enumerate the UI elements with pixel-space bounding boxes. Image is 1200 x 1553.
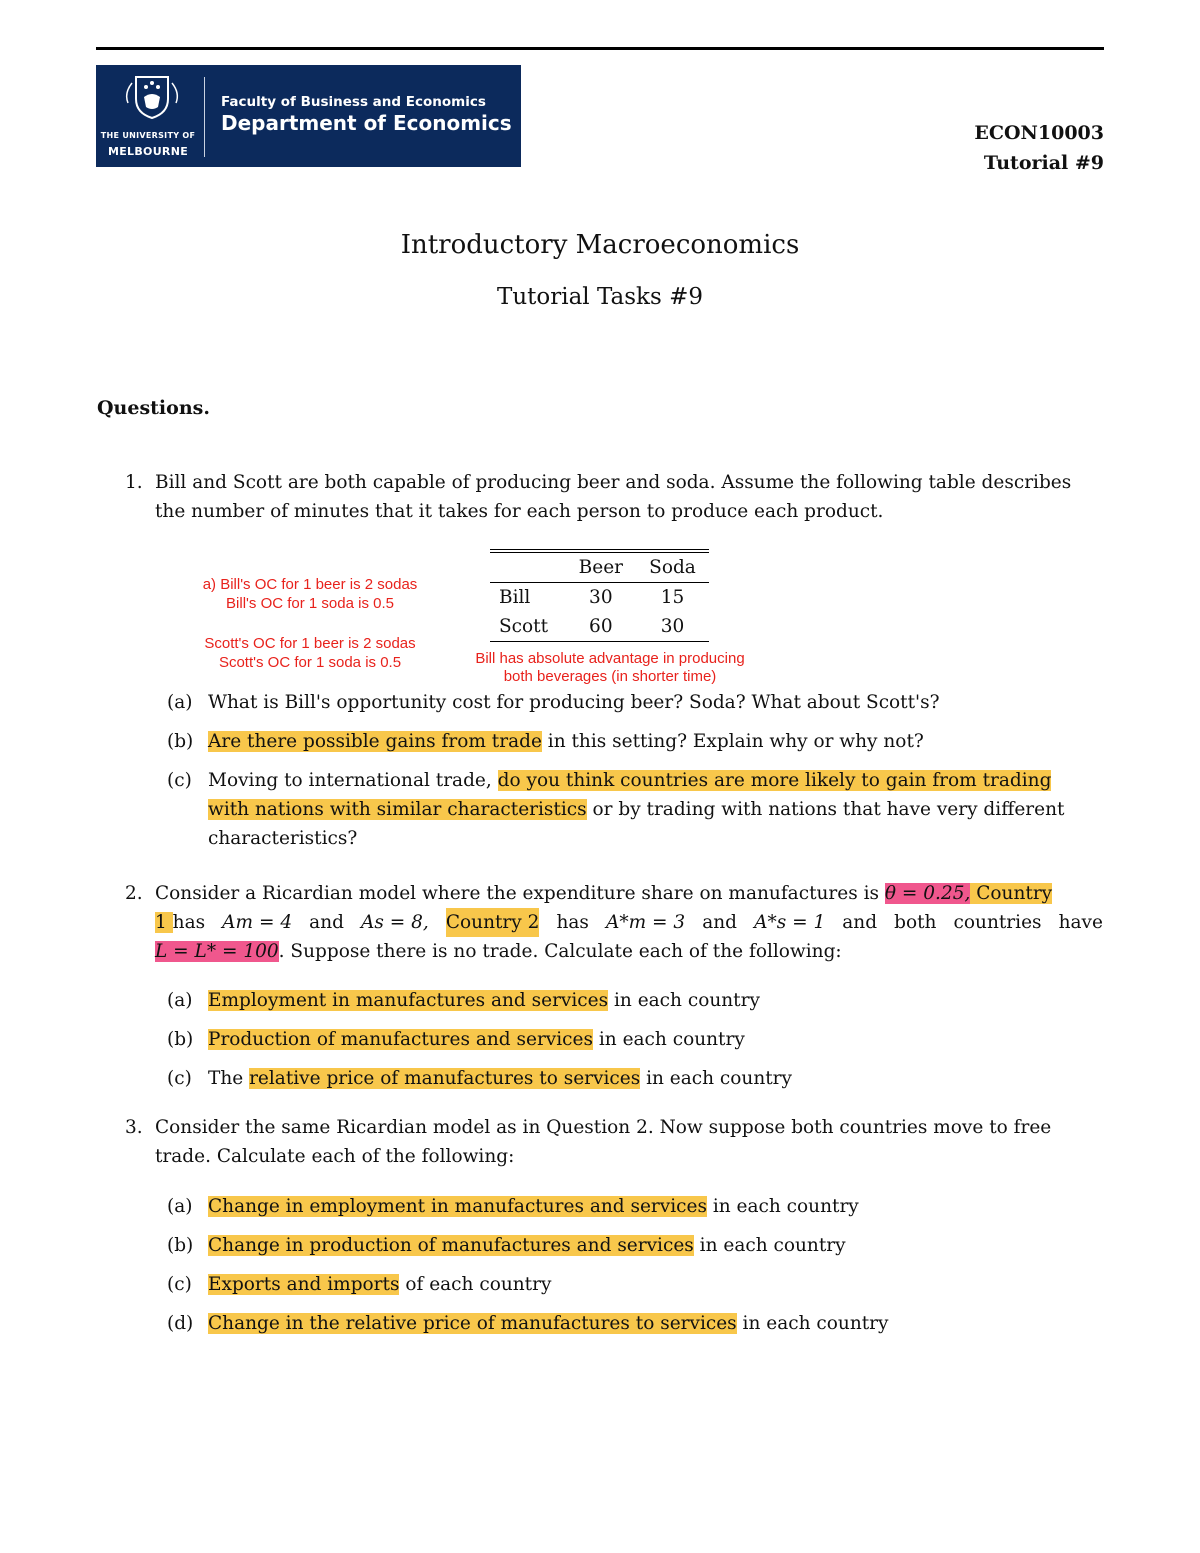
highlight: Change in the relative price of manufactures to services [208,1313,737,1334]
text-span: of each country [399,1274,552,1295]
q1a-label: (a) [167,692,193,713]
text-span: Moving to international trade, [208,770,498,791]
q1c-line3: characteristics? [208,828,358,849]
q2a-text [208,986,760,1015]
highlight: relative price of manufactures to services [249,1068,641,1089]
text-span: has [556,912,589,933]
q3c-text [208,1270,551,1299]
highlight: do you think countries are more likely to gain from trading [497,770,1052,791]
table-header-row [490,553,709,583]
highlight: Production of manufactures and services [208,1029,593,1050]
course-info [974,118,1104,178]
math-expression: A*m = 3 [605,912,686,933]
q2-line3 [155,937,842,966]
theta-value: θ = 0.25, [884,883,971,904]
q1c-line1 [208,766,1051,795]
annotation-line: Bill has absolute advantage in producing [475,650,745,667]
q3b-text [208,1231,846,1260]
table-cell: 60 [589,616,613,637]
text-span: and [309,912,344,933]
table-cell: Scott [499,616,549,637]
q2-line1 [155,879,1052,908]
text-span: in each country [592,1029,745,1050]
table-header-cell: Soda [649,557,696,578]
q3a-label: (a) [167,1196,193,1217]
q3-line2: trade. Calculate each of the following: [155,1146,515,1167]
table-row [490,583,709,613]
table-cell: Bill [499,587,531,608]
text-span: in each country [706,1196,859,1217]
table-cell: 15 [660,587,685,608]
annotation-scott-oc [160,634,460,672]
highlight: Country [970,883,1053,904]
q2b-label: (b) [167,1029,194,1050]
highlight: Change in employment in manufactures and services [208,1196,707,1217]
q2-number: 2. [125,883,143,904]
university-name-line1: THE UNIVERSITY OF [100,131,196,140]
annotation-bill-oc [160,575,460,613]
page-title: Introductory Macroeconomics [400,230,800,260]
labor-value: L = L* = 100 [155,941,279,962]
q2-line2 [155,908,1103,937]
highlight: Are there possible gains from trade [208,731,542,752]
questions-heading: Questions. [97,397,210,419]
q3b-label: (b) [167,1235,194,1256]
table-header-cell: Beer [578,557,623,578]
text-span: in this setting? Explain why or why not? [541,731,924,752]
q1a-text: What is Bill's opportunity cost for producing beer? Soda? What about Scott's? [208,692,940,713]
highlight: Country 2 [446,908,540,937]
annotation-line: Scott's OC for 1 beer is 2 sodas [204,635,416,652]
q1-line2: the number of minutes that it takes for each person to produce each product. [155,501,884,522]
q1-line1: Bill and Scott are both capable of producing beer and soda. Assume the following table describes [155,472,1072,493]
text-span: or by trading with nations that have very different [586,799,1065,820]
university-logo-banner [96,65,521,167]
logo-divider [204,77,205,157]
text-span: . Suppose there is no trade. Calculate each of the following: [278,941,842,962]
page-subtitle: Tutorial Tasks #9 [496,284,703,310]
table-row [490,612,709,642]
text-span: Consider a Ricardian model where the expenditure share on manufactures is [155,883,885,904]
university-name-line2: MELBOURNE [107,145,189,158]
text-span: both [894,912,937,933]
highlight: Change in production of manufactures and services [208,1235,694,1256]
q2a-label: (a) [167,990,193,1011]
text-span: in each country [736,1313,889,1334]
q2c-text [208,1064,792,1093]
highlight: 1 [155,912,173,933]
math-expression: A*s = 1 [754,912,826,933]
q2c-label: (c) [167,1068,192,1089]
table-top-rule-1 [490,549,709,550]
q3c-label: (c) [167,1274,192,1295]
text-span: in each country [608,990,760,1011]
q1b-text [208,727,924,756]
annotation-line: Scott's OC for 1 soda is 0.5 [218,654,402,671]
math-expression: As = 8, [361,912,429,933]
q3d-text [208,1309,888,1338]
department-name: Department of Economics [221,111,512,135]
q3d-label: (d) [167,1313,194,1334]
highlight: Exports and imports [208,1274,400,1295]
q1c-line2 [208,795,1064,824]
math-expression: Am = 4 [222,912,293,933]
annotation-line: both beverages (in shorter time) [503,668,717,685]
text-span: countries [953,912,1042,933]
text-span: and [842,912,878,933]
annotation-line: a) Bill's OC for 1 beer is 2 sodas [202,576,418,593]
minutes-table [490,553,709,642]
tutorial-number: Tutorial #9 [983,152,1104,174]
q1-number: 1. [125,472,143,493]
text-span: has [172,912,206,933]
q3-line1: Consider the same Ricardian model as in Question 2. Now suppose both countries move to free [155,1117,1052,1138]
q2b-text [208,1025,745,1054]
text-span [155,908,205,937]
text-span: The [208,1068,250,1089]
highlight: Employment in manufactures and services [208,990,609,1011]
table-cell: 30 [660,616,685,637]
top-rule [96,47,1104,50]
table-header-cell [490,553,566,583]
text-span: in each country [640,1068,792,1089]
highlight: with nations with similar characteristics [208,799,587,820]
table-cell: 30 [589,587,613,608]
text-span: have [1058,912,1103,933]
annotation-line: Bill's OC for 1 soda is 0.5 [226,595,394,612]
annotation-absolute-advantage [445,650,775,686]
course-code: ECON10003 [974,122,1104,144]
q3-number: 3. [125,1117,143,1138]
q1b-label: (b) [167,731,194,752]
q3a-text [208,1192,859,1221]
university-crest-icon [114,73,190,119]
text-span: and [702,912,738,933]
q1c-label: (c) [167,770,192,791]
faculty-name: Faculty of Business and Economics [221,94,486,110]
text-span: in each country [693,1235,846,1256]
